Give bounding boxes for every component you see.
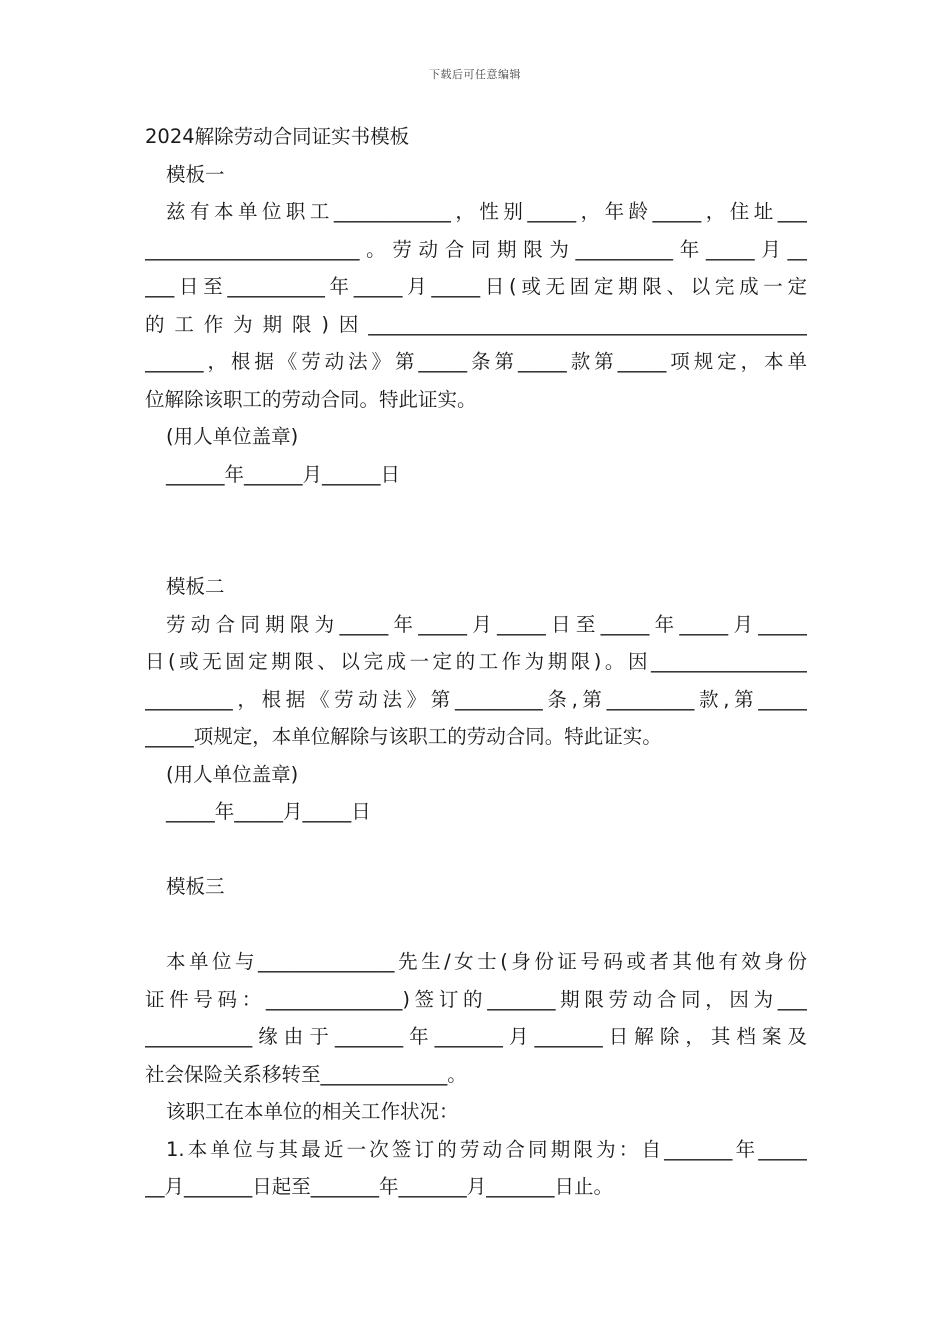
template1-line-2: ______________________。劳动合同期限为__________年_____月__	[145, 237, 807, 261]
template2-date: _____年_____月_____日	[166, 800, 371, 823]
template1-date: ______年______月______日	[166, 462, 401, 486]
template3-item1-line-1: 1.本单位与其最近一次签订的劳动合同期限为：自_______年_____	[166, 1137, 807, 1161]
template3-item1-line-2: __月_______日起至_______年_______月_______日止。	[145, 1175, 614, 1198]
template1-line-5: ______，根据《劳动法》第_____条第_____款第_____项规定，本单	[145, 350, 807, 373]
document-title: 2024解除劳动合同证实书模板	[145, 125, 410, 148]
template3-line-1: 本单位与______________先生/女士(身份证号码或者其他有效身份	[166, 950, 807, 973]
template2-line-3: _________，根据《劳动法》第_________条,第_________款,第_____	[145, 687, 807, 711]
template2-line-4: _____项规定，本单位解除与该职工的劳动合同。特此证实。	[145, 725, 662, 748]
template1-heading: 模板一	[166, 162, 225, 186]
template1-line-3: ___日至__________年_____月_____日(或无固定期限、以完成一定	[145, 275, 807, 298]
document-body	[145, 118, 807, 1206]
template1-line-6: 位解除该职工的劳动合同。特此证实。	[145, 387, 477, 411]
template3-line-4: 社会保险关系移转至_____________。	[145, 1062, 467, 1086]
template3-line-3: ___________缘由于_______年_______月_______日解除，其档案及	[145, 1025, 807, 1048]
template3-line-2: 证件号码：______________)签订的_______期限劳动合同，因为___	[145, 987, 807, 1011]
template3-heading: 模板三	[166, 875, 225, 898]
template2-seal: (用人单位盖章)	[166, 762, 299, 786]
template2-heading: 模板二	[166, 575, 225, 598]
template1-line-1: 兹有本单位职工____________，性别_____，年龄_____，住址___	[166, 200, 807, 223]
template1-seal: (用人单位盖章)	[166, 425, 299, 448]
template1-line-4: 的工作为期限)因_____________________________________________	[145, 312, 807, 336]
template3-status-heading: 该职工在本单位的相关工作状况：	[166, 1100, 459, 1123]
page-header: 下载后可任意编辑	[429, 68, 521, 81]
template2-line-1: 劳动合同期限为_____年_____月_____日至_____年_____月_____	[166, 612, 807, 636]
template2-line-2: 日(或无固定期限、以完成一定的工作为期限)。因________________	[145, 650, 807, 673]
